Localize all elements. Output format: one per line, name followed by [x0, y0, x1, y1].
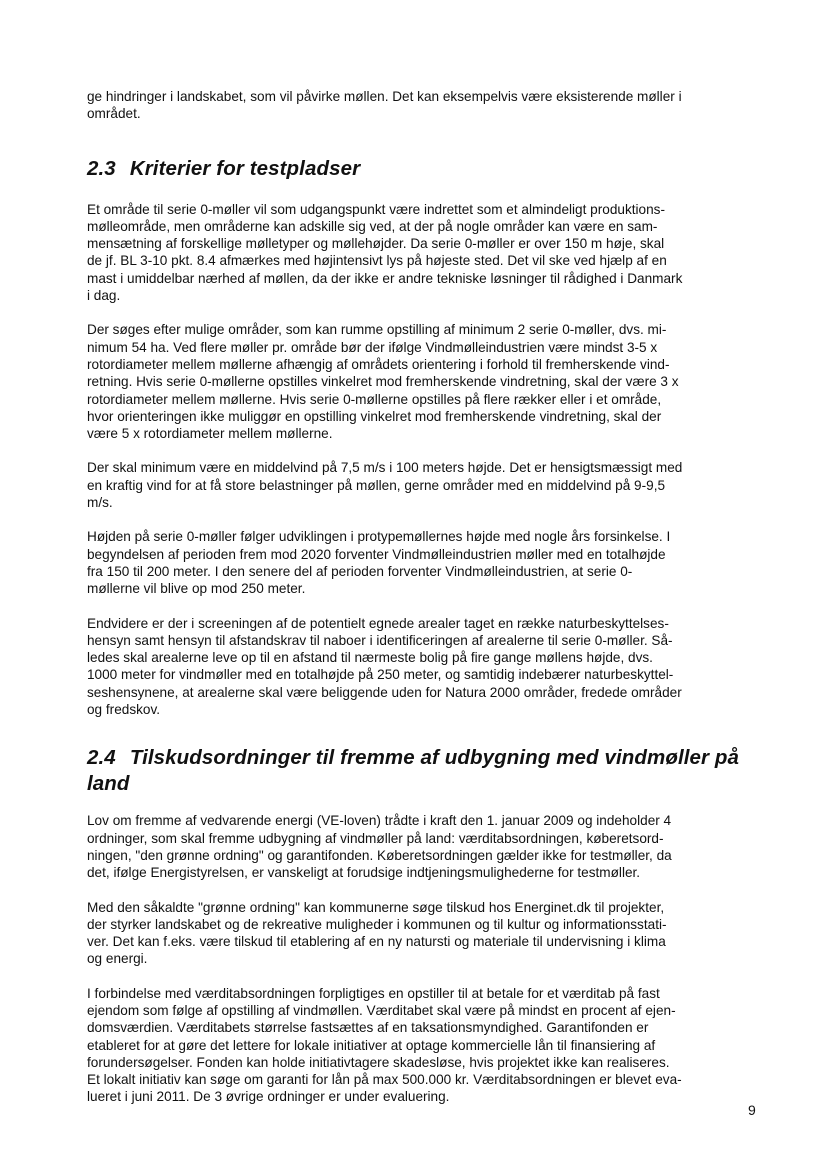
text-line: domsværdien. Værditabets størrelse fastsættes af en taksationsmyndighed. Garantifonden er — [87, 1020, 649, 1036]
text-line: en kraftig vind for at få store belastninger på møllen, gerne områder med en middelvind på 9-9,5 — [87, 477, 666, 493]
text-line: mensætning af forskellige mølletyper og møllehøjder. Da serie 0-møller er over 150 m høje, skal — [87, 236, 665, 252]
paragraph — [87, 615, 759, 719]
text-line: Lov om fremme af vedvarende energi (VE-loven) trådte i kraft den 1. januar 2009 og indeholder 4 — [87, 813, 672, 829]
text-line: og fredskov. — [87, 702, 161, 718]
text-line: etableret for at gøre det lettere for lokale initiativer at optage kommercielle lån til finansiering af — [87, 1037, 656, 1053]
paragraph — [87, 985, 759, 1106]
text-line: m/s. — [87, 495, 113, 511]
text-line: Endvidere er der i screeningen af de potentielt egnede arealer taget en række naturbeskyttelses- — [87, 615, 669, 631]
text-line: mast i umiddelbar nærhed af møllen, da der ikke er andre tekniske løsninger til rådighed i Danmark — [87, 270, 683, 286]
text-line: I forbindelse med værditabsordningen forpligtiges en opstiller til at betale for et værditab på fast — [87, 985, 660, 1001]
paragraph — [87, 459, 759, 511]
text-line: hensyn samt hensyn til afstandskrav til naboer i identificeringen af arealerne til serie 0-møller. Så- — [87, 632, 673, 648]
section-number: 2.4 — [87, 746, 116, 770]
text-line: nimum 54 ha. Ved flere møller pr. område bør der ifølge Vindmølleindustrien være mindst 3-5 x — [87, 339, 658, 355]
section-heading-2-4 — [87, 745, 759, 797]
text-line: ver. Det kan f.eks. være tilskud til etablering af en ny natursti og materiale til undervisning i klima — [87, 934, 666, 950]
text-line: Der søges efter mulige områder, som kan rumme opstilling af minimum 2 serie 0-møller, dvs. mi- — [87, 322, 667, 338]
text-line: der styrker landskabet og de rekreative muligheder i kommunen og til kultur og informationsstati- — [87, 916, 667, 932]
text-line: rotordiameter mellem møllerne afhængig af områdets orientering i forhold til fremherskende vind- — [87, 356, 670, 372]
paragraph — [87, 812, 759, 881]
text-line: retning. Hvis serie 0-møllerne opstilles vinkelret mod fremherskende vindretning, skal der være 3 x — [87, 374, 679, 390]
text-line: området. — [87, 106, 141, 122]
page-number: 9 — [748, 1102, 756, 1118]
text-line: hvor orienteringen ikke muliggør en opstilling vinkelret mod fremherskende vindretning, skal der — [87, 408, 662, 424]
text-line: ningen, "den grønne ordning" og garantifonden. Køberetsordningen gælder ikke for testmøller, da — [87, 847, 672, 863]
text-line: seshensynene, at arealerne skal være beliggende uden for Natura 2000 områder, fredede områder — [87, 684, 682, 700]
paragraph — [87, 899, 759, 968]
text-line: ordninger, som skal fremme udbygning af vindmøller på land: værditabsordningen, køberetsord- — [87, 830, 664, 846]
text-line: Med den såkaldte "grønne ordning" kan kommunerne søge tilskud hos Energinet.dk til projekter, — [87, 899, 665, 915]
text-line: i dag. — [87, 288, 121, 304]
text-line: være 5 x rotordiameter mellem møllerne. — [87, 426, 333, 442]
text-line: ge hindringer i landskabet, som vil påvirke møllen. Det kan eksempelvis være eksisterende møller i — [87, 89, 682, 104]
text-line: 1000 meter for vindmøller med en totalhøjde på 250 meter, og samtidig indebærer naturbeskyttel- — [87, 667, 674, 683]
paragraph — [87, 201, 759, 305]
text-line: begyndelsen af perioden frem mod 2020 forventer Vindmølleindustrien møller med en totalhøjde — [87, 546, 666, 562]
text-line: Højden på serie 0-møller følger udviklingen i protypemøllernes højde med nogle års forsinkelse. I — [87, 529, 671, 545]
text-line: det, ifølge Energistyrelsen, er vanskeligt at forudsige indtjeningsmulighederne for testmøller. — [87, 865, 641, 881]
text-line: Der skal minimum være en middelvind på 7,5 m/s i 100 meters højde. Det er hensigtsmæssigt med — [87, 460, 683, 476]
text-line: forundersøgelser. Fonden kan holde initiativtagere skadesløse, hvis projektet ikke kan realiseres. — [87, 1054, 670, 1070]
text-line: rotordiameter mellem møllerne. Hvis serie 0-møllerne opstilles på flere rækker eller i et område, — [87, 391, 662, 407]
text-line: lueret i juni 2011. De 3 øvrige ordninger er under evaluering. — [87, 1089, 450, 1105]
text-line: de jf. BL 3-10 pkt. 8.4 afmærkes med højintensivt lys på højeste sted. Det vil ske ved hjælp af en — [87, 253, 667, 269]
section-title: Kriterier for testpladser — [129, 156, 361, 180]
text-line: ejendom som følge af opstilling af vindmøllen. Værditabet skal være på mindst en procent af ejen- — [87, 1002, 676, 1018]
text-line: mølleområde, men områderne kan adskille sig ved, at der på nogle områder kan være en sam- — [87, 218, 658, 234]
paragraph — [87, 528, 759, 597]
text-line: Et område til serie 0-møller vil som udgangspunkt være indrettet som et almindeligt produktions- — [87, 201, 665, 217]
section-heading-2-3 — [87, 156, 759, 182]
text-line: ledes skal arealerne leve op til en afstand til nærmeste bolig på fire gange møllens højde, dvs. — [87, 650, 653, 666]
text-line: fra 150 til 200 meter. I den senere del af perioden forventer Vindmølleindustrien, at serie 0- — [87, 563, 633, 579]
section-title: Tilskudsordninger til fremme af udbygning med vindmøller på land — [87, 746, 740, 796]
text-line: møllerne vil blive op mod 250 meter. — [87, 581, 306, 597]
section-number: 2.3 — [87, 156, 116, 180]
document-page — [87, 88, 759, 1106]
paragraph — [87, 321, 759, 442]
text-line: og energi. — [87, 951, 148, 967]
text-line: Et lokalt initiativ kan søge om garanti for lån på max 500.000 kr. Værditabsordningen er blevet eva- — [87, 1072, 682, 1088]
intro-paragraph — [87, 88, 759, 123]
